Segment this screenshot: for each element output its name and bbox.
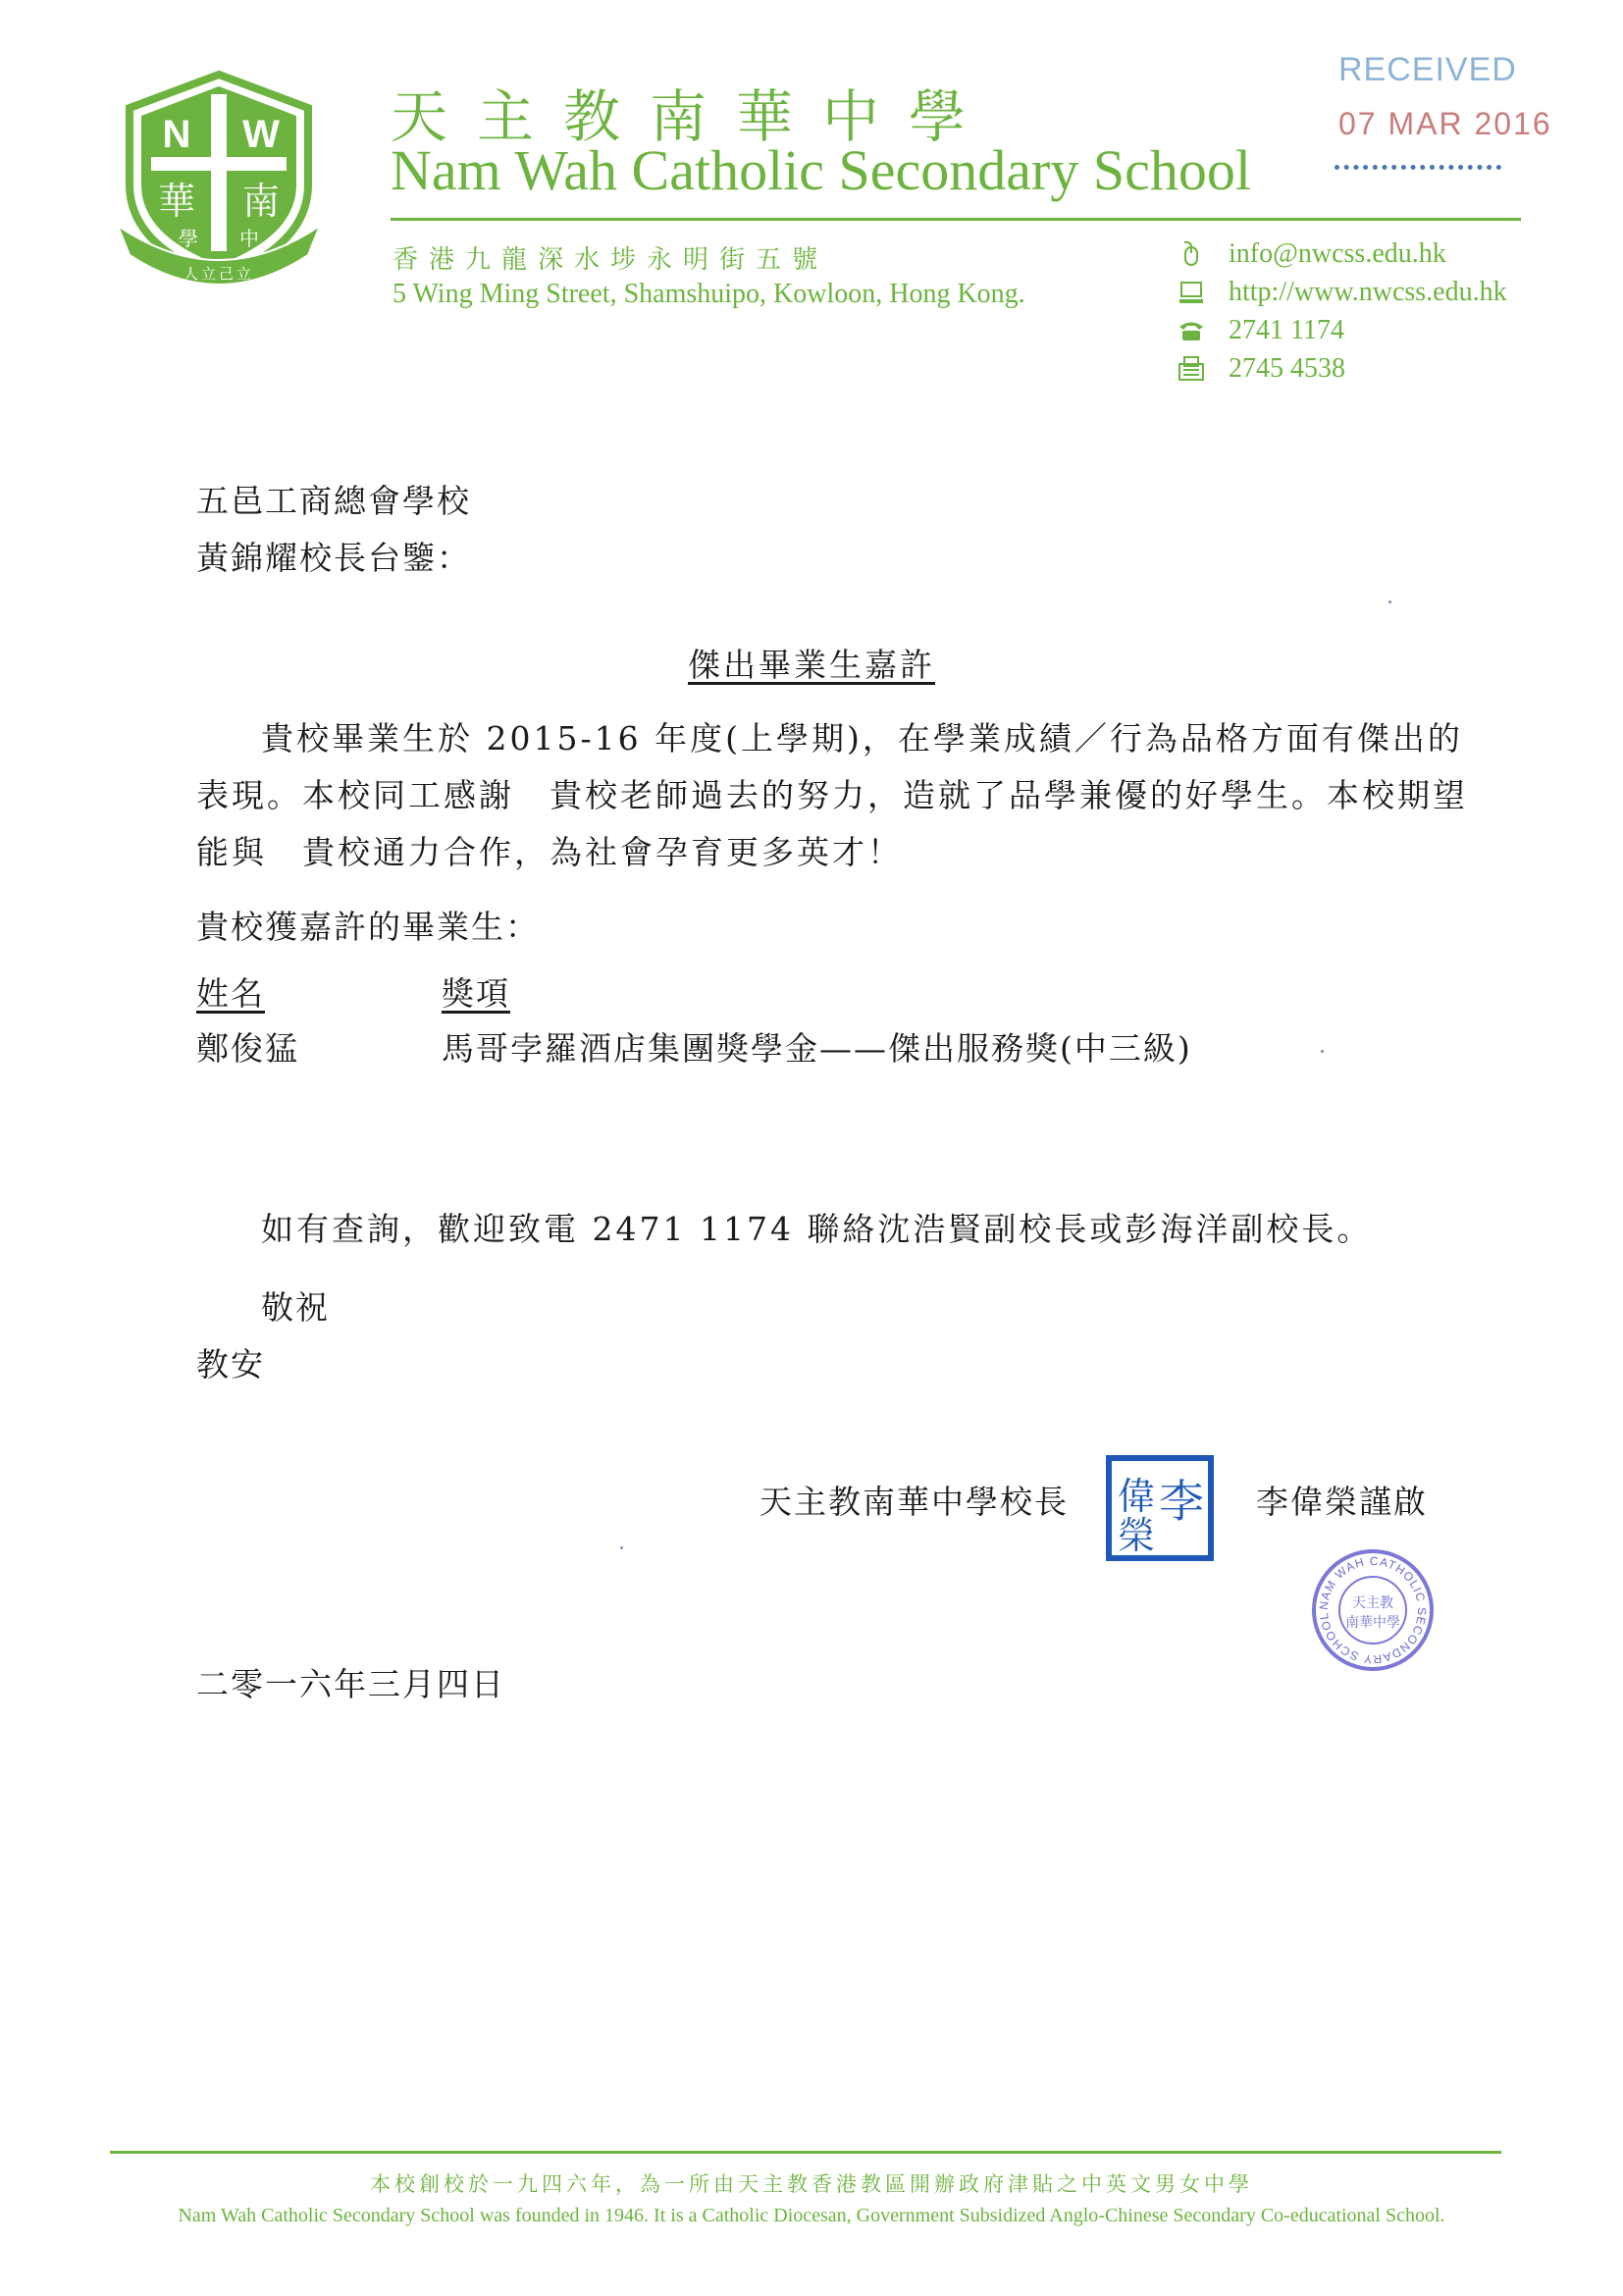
crest-char-zhong: 中 (239, 227, 259, 250)
school-crest (116, 69, 322, 285)
computer-icon (1174, 278, 1209, 307)
crest-letter-n: N (162, 113, 191, 156)
signer-title: 天主教南華中學校長 (759, 1483, 1069, 1521)
letter-date: 二零一六年三月四日 (196, 1665, 505, 1703)
address-chinese: 香港九龍深水埗永明街五號 (393, 245, 829, 275)
letterhead-divider (391, 218, 1521, 221)
table-header-name: 姓名 (196, 974, 265, 1013)
contact-website (1174, 274, 1556, 311)
mouse-icon (1174, 239, 1209, 269)
signer-name: 李偉榮謹啟 (1256, 1483, 1428, 1521)
seal-char-wei: 偉 (1117, 1475, 1156, 1518)
closing-wish: 敬祝 (261, 1288, 330, 1327)
contact-phone (1174, 312, 1556, 349)
enquiry-line: 如有查詢，歡迎致電 2471 1174 聯絡沈浩賢副校長或彭海洋副校長。 (261, 1210, 1373, 1248)
seal-char-li: 李 (1159, 1475, 1204, 1528)
fax-icon (1174, 354, 1209, 384)
contact-phone-text: 2741 1174 (1229, 315, 1344, 345)
received-stamp-dots (1335, 165, 1501, 170)
recipient-school: 五邑工商總會學校 (196, 482, 471, 520)
list-intro: 貴校獲嘉許的畢業生： (196, 908, 540, 946)
received-stamp-title: RECEIVED (1338, 51, 1517, 88)
letter-title (0, 640, 1623, 686)
seal-center-bottom: 南華中學 (1345, 1615, 1400, 1631)
crest-char-hua: 華 (157, 180, 196, 223)
footer-divider (110, 2151, 1501, 2154)
scan-speck (1321, 1050, 1324, 1053)
footer-english: Nam Wah Catholic Secondary School was founded in 1946. It is a Catholic Diocesan, Government Subsidized Anglo-Chinese Secondary Co-educational School. (178, 2205, 1445, 2226)
contact-fax-text: 2745 4538 (1229, 353, 1345, 384)
letter-title-text: 傑出畢業生嘉許 (688, 646, 935, 684)
received-stamp-date: 07 MAR 2016 (1338, 106, 1552, 141)
address-english: 5 Wing Ming Street, Shamshuipo, Kowloon, Hong Kong. (393, 279, 1025, 309)
seal-center-top: 天主教 (1352, 1595, 1393, 1611)
principal-seal (1105, 1454, 1215, 1562)
contact-email (1174, 235, 1556, 273)
crest-letter-w: W (242, 113, 280, 156)
scan-speck (620, 1546, 623, 1549)
seal-ring-text: NAM WAH CATHOLIC SECONDARY SCHOOL (1316, 1553, 1430, 1667)
seal-char-rong: 榮 (1117, 1514, 1156, 1557)
recipient-salutation: 黃錦耀校長台鑒： (196, 539, 471, 577)
table-row-award: 馬哥孛羅酒店集團獎學金——傑出服務獎(中三級) (442, 1029, 1192, 1068)
contact-website-text: http://www.nwcss.edu.hk (1229, 277, 1507, 307)
crest-char-nan: 南 (241, 180, 281, 223)
contact-email-text: info@nwcss.edu.hk (1229, 238, 1446, 269)
telephone-icon (1174, 316, 1209, 345)
contact-fax (1174, 350, 1556, 388)
letter-paragraph: 貴校畢業生於 2015-16 年度(上學期)，在學業成績／行為品格方面有傑出的表現。本校同工感謝 貴校老師過去的努力，造就了品學兼優的好學生。本校期望能與 貴校通力合作，為社會孕育更多英才！ (196, 719, 1468, 871)
closing-greeting: 教安 (196, 1345, 265, 1383)
school-seal (1309, 1546, 1437, 1674)
table-header-award: 獎項 (442, 974, 510, 1013)
crest-motto: 人立己立 (183, 265, 255, 283)
footer-chinese: 本校創校於一九四六年，為一所由天主教香港教區開辦政府津貼之中英文男女中學 (370, 2172, 1253, 2196)
table-row-name: 鄭俊猛 (196, 1029, 299, 1068)
school-name-english: Nam Wah Catholic Secondary School (391, 138, 1251, 202)
scan-speck (1388, 600, 1391, 603)
crest-char-xue: 學 (179, 227, 198, 250)
school-name-chinese: 天主教南華中學 (391, 83, 996, 150)
